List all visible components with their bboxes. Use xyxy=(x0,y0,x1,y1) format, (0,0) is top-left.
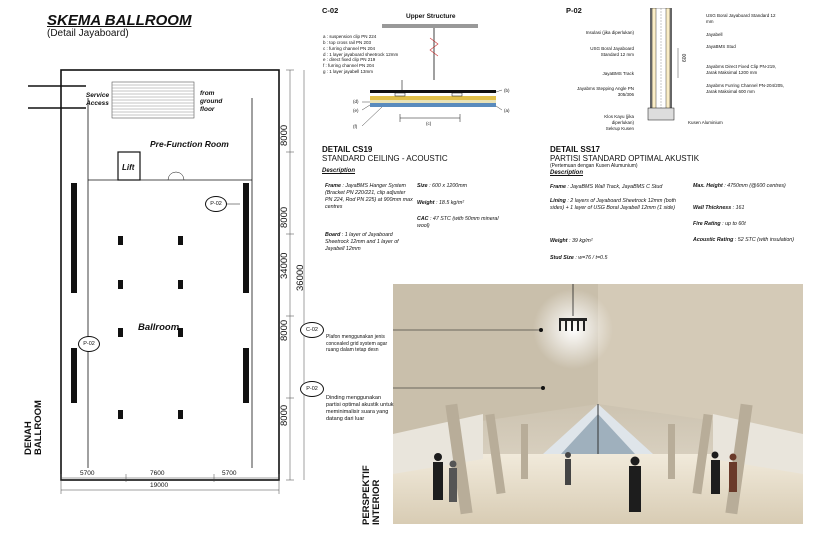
p02-partition-section-drawing xyxy=(630,8,690,136)
perspektif-interior-label: PERSPEKTIF INTERIOR xyxy=(361,465,383,525)
p02-stud-size-spec: Stud Size : w=76 / t=0.5 xyxy=(550,255,608,261)
denah-ballroom-label: DENAH BALLROOM xyxy=(23,400,45,455)
c02-cac-spec: CAC : 47 STC (with 50mm mineral wool) xyxy=(417,216,499,230)
c02-description-heading: Description xyxy=(322,168,356,174)
page-subtitle: (Detail Jayaboard) xyxy=(47,28,129,39)
c02-label-c: (c) xyxy=(426,121,432,126)
p02-label-usg-left: USG Boral Jayaboard Standard 12 mm xyxy=(590,46,634,57)
p02-label-usg-right: USG Boral Jayaboard Standard 12 mm xyxy=(706,13,776,24)
c02-board-spec: Board : 1 layer of Jayaboard Sheetrock 12mm and 1 layer of Jayabell 12mm xyxy=(325,232,399,253)
from-ground-floor-label: from ground floor xyxy=(200,90,223,114)
c02-detail-title: DETAIL CS19 xyxy=(322,145,373,154)
p02-frame-spec: Frame : JayaBMS Wall Track, JayaBMS C Stud xyxy=(550,184,663,190)
p02-stud-dim: 600 xyxy=(682,53,688,62)
p02-weight-spec: Weight : 39 kg/m² xyxy=(550,238,593,244)
dim-segment-1: 8000 xyxy=(279,124,290,146)
c02-label-a: (a) xyxy=(504,108,510,113)
upper-structure-label: Upper Structure xyxy=(406,13,456,20)
p02-lining-spec: Lining : 2 layers of Jayaboard Sheetrock 12mm (both sides) + 1 layer of USG Boral Jayabell 12mm (1 side) xyxy=(550,198,677,212)
dim-segment-2: 8000 xyxy=(279,206,290,228)
dim-bottom-2: 7600 xyxy=(150,470,165,477)
p02-detail-subtitle: PARTISI STANDARD OPTIMAL AKUSTIK xyxy=(550,154,700,163)
p02-label-stud: JayaBMS Stud xyxy=(706,44,736,49)
p02-label-sekrup: Sekrup Kusen xyxy=(605,126,634,131)
dim-segment-4: 8000 xyxy=(279,319,290,341)
dim-total-height: 36000 xyxy=(295,264,306,291)
dim-bottom-1: 5700 xyxy=(80,470,95,477)
p02-label-jayabell: Jayabell xyxy=(706,32,723,37)
p02-tag: P-02 xyxy=(566,6,582,15)
p02-description-heading: Description xyxy=(550,170,584,176)
perspective-callout-c02-text: Plafon menggunakan jenis concealed grid system agar ruang dalam tetap desn xyxy=(326,334,388,353)
dim-segment-3: 34000 xyxy=(279,252,290,279)
c02-label-e: (e) xyxy=(353,108,359,113)
p02-label-insulation: Insulasi (jika diperlukan) xyxy=(585,30,634,35)
c02-label-b: (b) xyxy=(504,88,510,93)
p02-wall-thickness-spec: Wall Thickness : 161 xyxy=(693,205,745,211)
p02-label-track: JayaBMS Track xyxy=(602,71,634,76)
perspective-callout-c02-tag[interactable]: C-02 xyxy=(300,322,324,338)
c02-size-spec: Size : 600 x 1200mm xyxy=(417,183,468,189)
perspective-interior-render xyxy=(393,284,803,524)
c02-ceiling-section-drawing xyxy=(322,10,510,140)
ballroom-label: Ballroom xyxy=(138,322,180,333)
p02-fire-rating-spec: Fire Rating : up to 60t xyxy=(693,221,746,227)
service-access-label: Service Access xyxy=(85,92,110,108)
c02-weight-spec: Weight : 18.5 kg/m² xyxy=(417,200,465,206)
p02-label-direct-fixed-clip: Jayabms Direct Fixed Clip PN-219, Jarak Maksimal 1200 mm xyxy=(706,64,777,75)
p02-detail-title: DETAIL SS17 xyxy=(550,145,600,154)
lift-label: Lift xyxy=(122,163,135,172)
c02-detail-subtitle: STANDARD CEILING - ACOUSTIC xyxy=(322,154,448,163)
dim-bottom-3: 5700 xyxy=(222,470,237,477)
p02-label-klos-kayu: Klos Kayu (jika diperlukan) xyxy=(604,114,634,125)
pre-function-room-label: Pre-Function Room xyxy=(150,139,229,149)
perspective-callout-p02-text: Dinding menggunakan partisi optimal akustik untuk meminimalisir suara yang datang dari luar xyxy=(326,395,394,423)
p02-max-height-spec: Max. Height : 4750mm (@600 centres) xyxy=(693,183,786,189)
p02-label-kusen: Kusen Aluminium xyxy=(688,120,723,125)
plan-tag-p02-lower[interactable]: P-02 xyxy=(78,336,100,352)
plan-tag-p02-upper[interactable]: P-02 xyxy=(205,196,227,212)
p02-label-furring-channel: Jayabms Furring Channel PN-204/205, Jarak Maksimal 600 mm xyxy=(706,83,785,94)
p02-acoustic-rating-spec: Acoustic Rating : 52 STC (with insulation) xyxy=(693,237,794,243)
p02-detail-note: (Pertemuan dengan Kusen Alumunium) xyxy=(550,163,638,169)
page-title: SKEMA BALLROOM xyxy=(47,12,192,29)
c02-frame-spec: Frame : JayaBMS Hanger System (Bracket PN 220/221, clip adjuster PN 224, Rod PN 225) at 900mm max centres xyxy=(325,183,413,211)
c02-label-f: (f) xyxy=(353,124,358,129)
c02-label-d: (d) xyxy=(353,99,359,104)
p02-label-stepping-angle: Jayabms Stepping Angle PN 305/306 xyxy=(576,86,634,97)
ballroom-floor-plan xyxy=(28,58,313,498)
perspective-callout-p02-tag[interactable]: P-02 xyxy=(300,381,324,397)
c02-tag: C-02 xyxy=(322,6,339,15)
dim-total-width: 19000 xyxy=(150,482,169,489)
dim-segment-5: 8000 xyxy=(279,404,290,426)
c02-legend: a : suspension clip PN 224 b : top cross rail PN 203 c : furring channel PN 204 d : 1 layer jayaboard sheetrock 12mm e : direct fixed clip PN 219 f : furring channel PN 204 g : 1 layer jayabell 13mm xyxy=(323,34,399,75)
